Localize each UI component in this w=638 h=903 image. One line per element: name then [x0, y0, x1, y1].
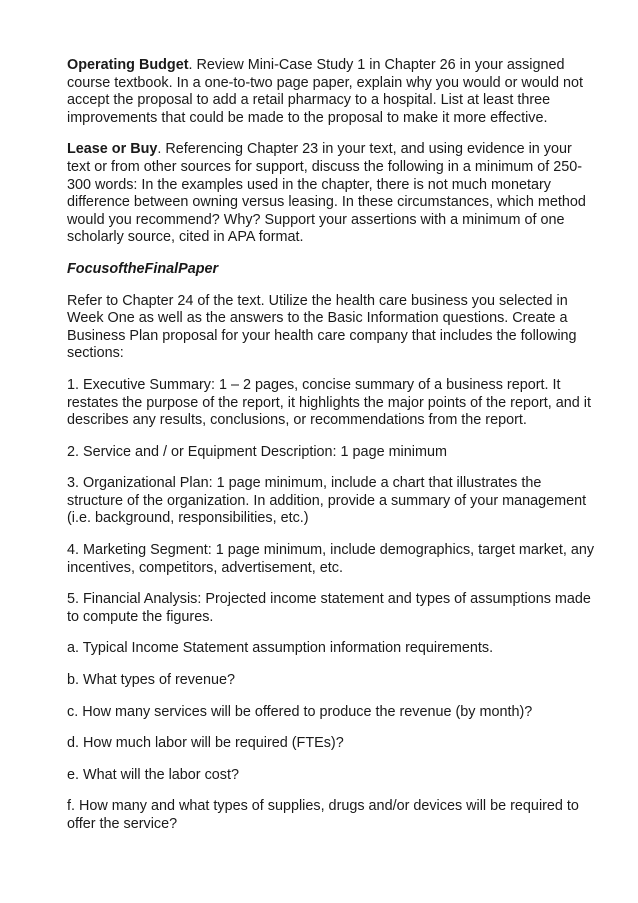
final-paper-item-e: e. What will the labor cost?	[67, 766, 239, 783]
final-paper-item-2: 2. Service and / or Equipment Description: 1 page minimum	[67, 443, 447, 460]
final-paper-item-c: c. How many services will be offered to produce the revenue (by month)?	[67, 703, 533, 720]
lease-or-buy-label: Lease or Buy	[67, 141, 158, 158]
final-paper-item-3: 3. Organizational Plan: 1 page minimum, include a chart that illustrates the structure of the organization. In addition, provide a summary of your management (i.e. background, responsibilities, etc.)	[67, 475, 587, 527]
lease-or-buy-text: . Referencing Chapter 23 in your text, and using evidence in your text or from other sources for support, discuss the following in a minimum of 250-300 words: In the examples used in the chapter, there is not much monetary difference between owning versus leasing. In these circumstances, which method would you recommend? Why? Support your assertions with a minimum of one scholarly source, cited in APA format.	[67, 141, 586, 246]
final-paper-item-1: 1. Executive Summary: 1 – 2 pages, concise summary of a business report. It restates the purpose of the report, it highlights the major points of the report, and it describes any results, conclusions, or recommendations from the report.	[67, 376, 591, 429]
final-paper-item-a: a. Typical Income Statement assumption information requirements.	[67, 640, 494, 657]
final-paper-heading: FocusoftheFinalPaper	[67, 260, 219, 277]
final-paper-intro: Refer to Chapter 24 of the text. Utilize the health care business you selected in Week One as well as the answers to the Basic Information questions. Create a Business Plan proposal for your health care company that includes the following sections:	[67, 292, 577, 362]
final-paper-item-d: d. How much labor will be required (FTEs)?	[67, 735, 344, 752]
operating-budget-text: . Review Mini-Case Study 1 in Chapter 26 in your assigned course textbook. In a one-to-two page paper, explain why you would or would not accept the proposal to add a retail pharmacy to a hospital. List at least three improvements that could be made to the proposal to make it more effective.	[67, 57, 583, 126]
final-paper-item-f: f. How many and what types of supplies, drugs and/or devices will be required to offer the service?	[67, 798, 579, 832]
final-paper-item-b: b. What types of revenue?	[67, 672, 235, 689]
final-paper-item-5: 5. Financial Analysis: Projected income statement and types of assumptions made to compute the figures.	[67, 591, 591, 625]
operating-budget-paragraph	[67, 57, 597, 127]
operating-budget-label: Operating Budget	[67, 57, 189, 73]
document-page	[67, 57, 597, 848]
final-paper-item-4: 4. Marketing Segment: 1 page minimum, include demographics, target market, any incentives, competitors, advertisement, etc.	[67, 542, 595, 576]
lease-or-buy-paragraph	[67, 141, 597, 247]
